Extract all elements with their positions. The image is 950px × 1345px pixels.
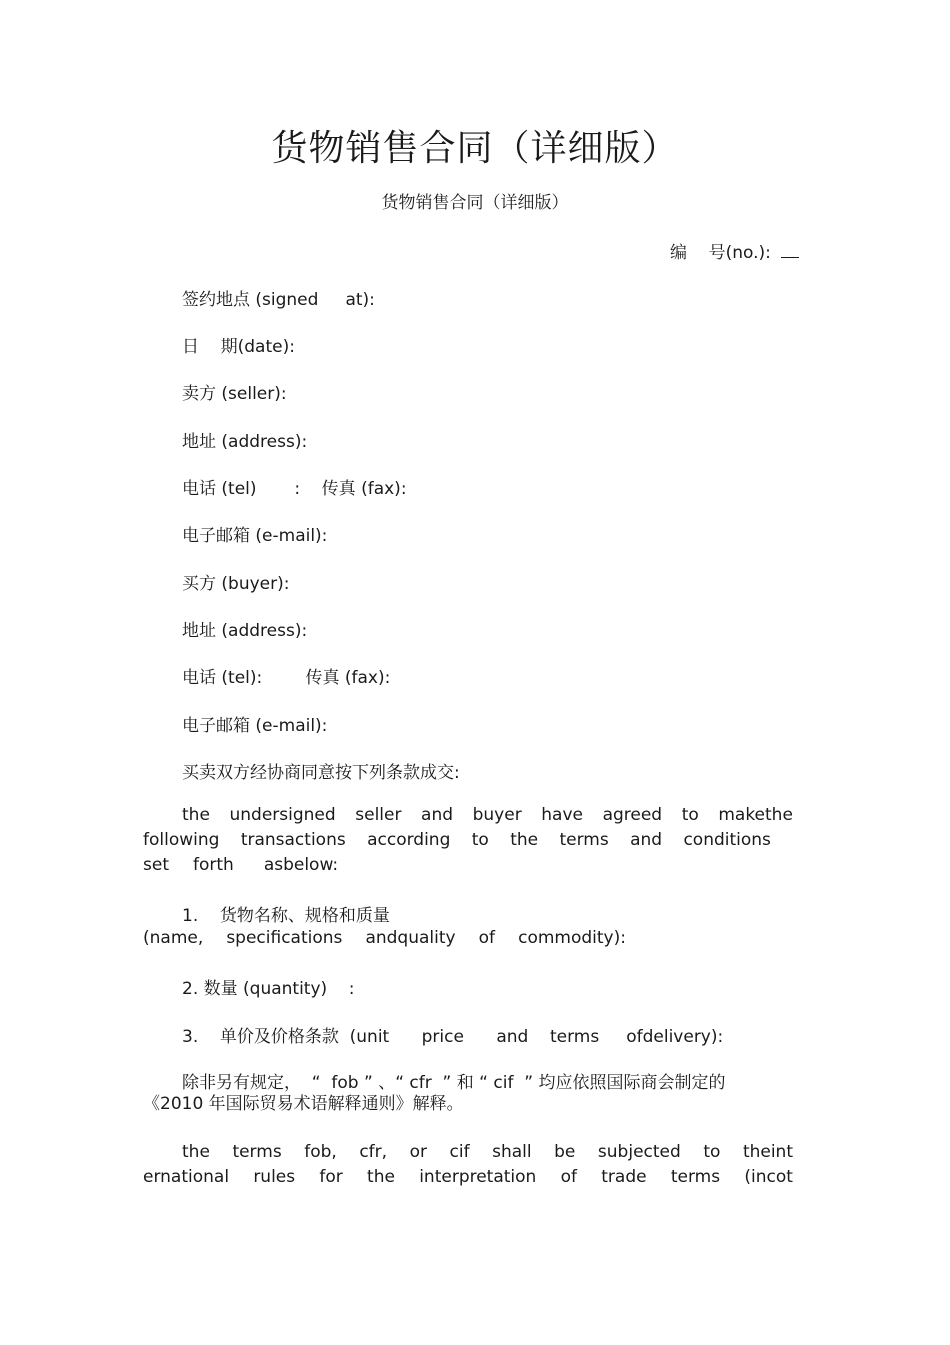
word: buyer [472, 805, 522, 825]
word: terms [232, 1142, 282, 1162]
word: ernational [143, 1167, 230, 1187]
clause-1-cn: 1. 货物名称、规格和质量 [182, 906, 390, 926]
word: agreed [602, 805, 663, 825]
clause-3-en [143, 1140, 793, 1190]
field-seller-email: 电子邮箱 (e-mail): [182, 526, 328, 546]
word: of [560, 1167, 577, 1187]
word: specifications [226, 928, 343, 948]
word: to [703, 1142, 721, 1162]
word: following [143, 830, 220, 850]
field-signed-at: 签约地点 (signed at): [182, 290, 375, 310]
clause-3-note-row-1: 除非另有规定， “ fob ” 、“ cfr ” 和 “ cif ” 均应依照国际商会制定的 [182, 1073, 726, 1093]
word: the [510, 830, 539, 850]
clause-3-en-row-1 [143, 1140, 793, 1165]
intro-en [143, 803, 793, 878]
word: to [681, 805, 699, 825]
field-buyer-address: 地址 (address): [182, 621, 308, 641]
word: cif [449, 1142, 470, 1162]
word: the [182, 805, 210, 825]
field-seller-tel-fax: 电话 (tel) : 传真 (fax): [182, 479, 407, 499]
word: terms [559, 830, 609, 850]
word: fob, [304, 1142, 337, 1162]
document-subtitle: 货物销售合同（详细版） [381, 193, 569, 213]
field-buyer-tel-fax: 电话 (tel): 传真 (fax): [182, 668, 391, 688]
word: of [478, 928, 496, 948]
word: subjected [597, 1142, 681, 1162]
intro-cn: 买卖双方经协商同意按下列条款成交: [182, 763, 460, 783]
intro-en-row-2 [143, 828, 771, 853]
word: for [319, 1167, 343, 1187]
contract-number [670, 238, 799, 263]
contract-number-label: 编 号(no.): [670, 243, 771, 263]
word: interpretation [419, 1167, 537, 1187]
word: makethe [718, 805, 793, 825]
word: andquality [365, 928, 456, 948]
word: undersigned [229, 805, 336, 825]
field-buyer-email: 电子邮箱 (e-mail): [182, 716, 328, 736]
clause-1-en-row [143, 926, 626, 951]
word: and [421, 805, 454, 825]
word: set [143, 855, 169, 875]
word: conditions [683, 830, 771, 850]
word: seller [355, 805, 402, 825]
word: be [554, 1142, 576, 1162]
clause-3-en-row-2 [143, 1165, 793, 1190]
word: (incot [744, 1167, 793, 1187]
word: according [367, 830, 451, 850]
clause-3-note-row-2: 《2010 年国际贸易术语解释通则》解释。 [143, 1094, 464, 1114]
word: to [471, 830, 489, 850]
word: trade [601, 1167, 647, 1187]
word: or [409, 1142, 427, 1162]
word: cfr, [359, 1142, 388, 1162]
field-buyer: 买方 (buyer): [182, 574, 290, 594]
clause-3: 3. 单价及价格条款 (unit price and terms ofdelivery): [182, 1027, 724, 1047]
word: forth [192, 855, 234, 875]
word: terms [670, 1167, 721, 1187]
word: rules [253, 1167, 296, 1187]
field-seller: 卖方 (seller): [182, 384, 287, 404]
word: the [367, 1167, 395, 1187]
field-seller-address: 地址 (address): [182, 432, 308, 452]
word: (name, [143, 928, 204, 948]
word: commodity): [518, 928, 626, 948]
intro-en-row-3 [143, 853, 793, 878]
word: have [541, 805, 583, 825]
contract-number-blank [781, 243, 799, 258]
word: shall [492, 1142, 532, 1162]
word: and [630, 830, 663, 850]
word: the [182, 1142, 210, 1162]
clause-2: 2. 数量 (quantity) : [182, 979, 355, 999]
word: asbelow: [263, 855, 339, 875]
document-title: 货物销售合同（详细版） [271, 128, 679, 169]
intro-en-row-1 [143, 803, 793, 828]
clause-1-en [143, 926, 793, 951]
word: theint [742, 1142, 793, 1162]
word: transactions [240, 830, 346, 850]
field-date: 日 期(date): [182, 337, 295, 357]
